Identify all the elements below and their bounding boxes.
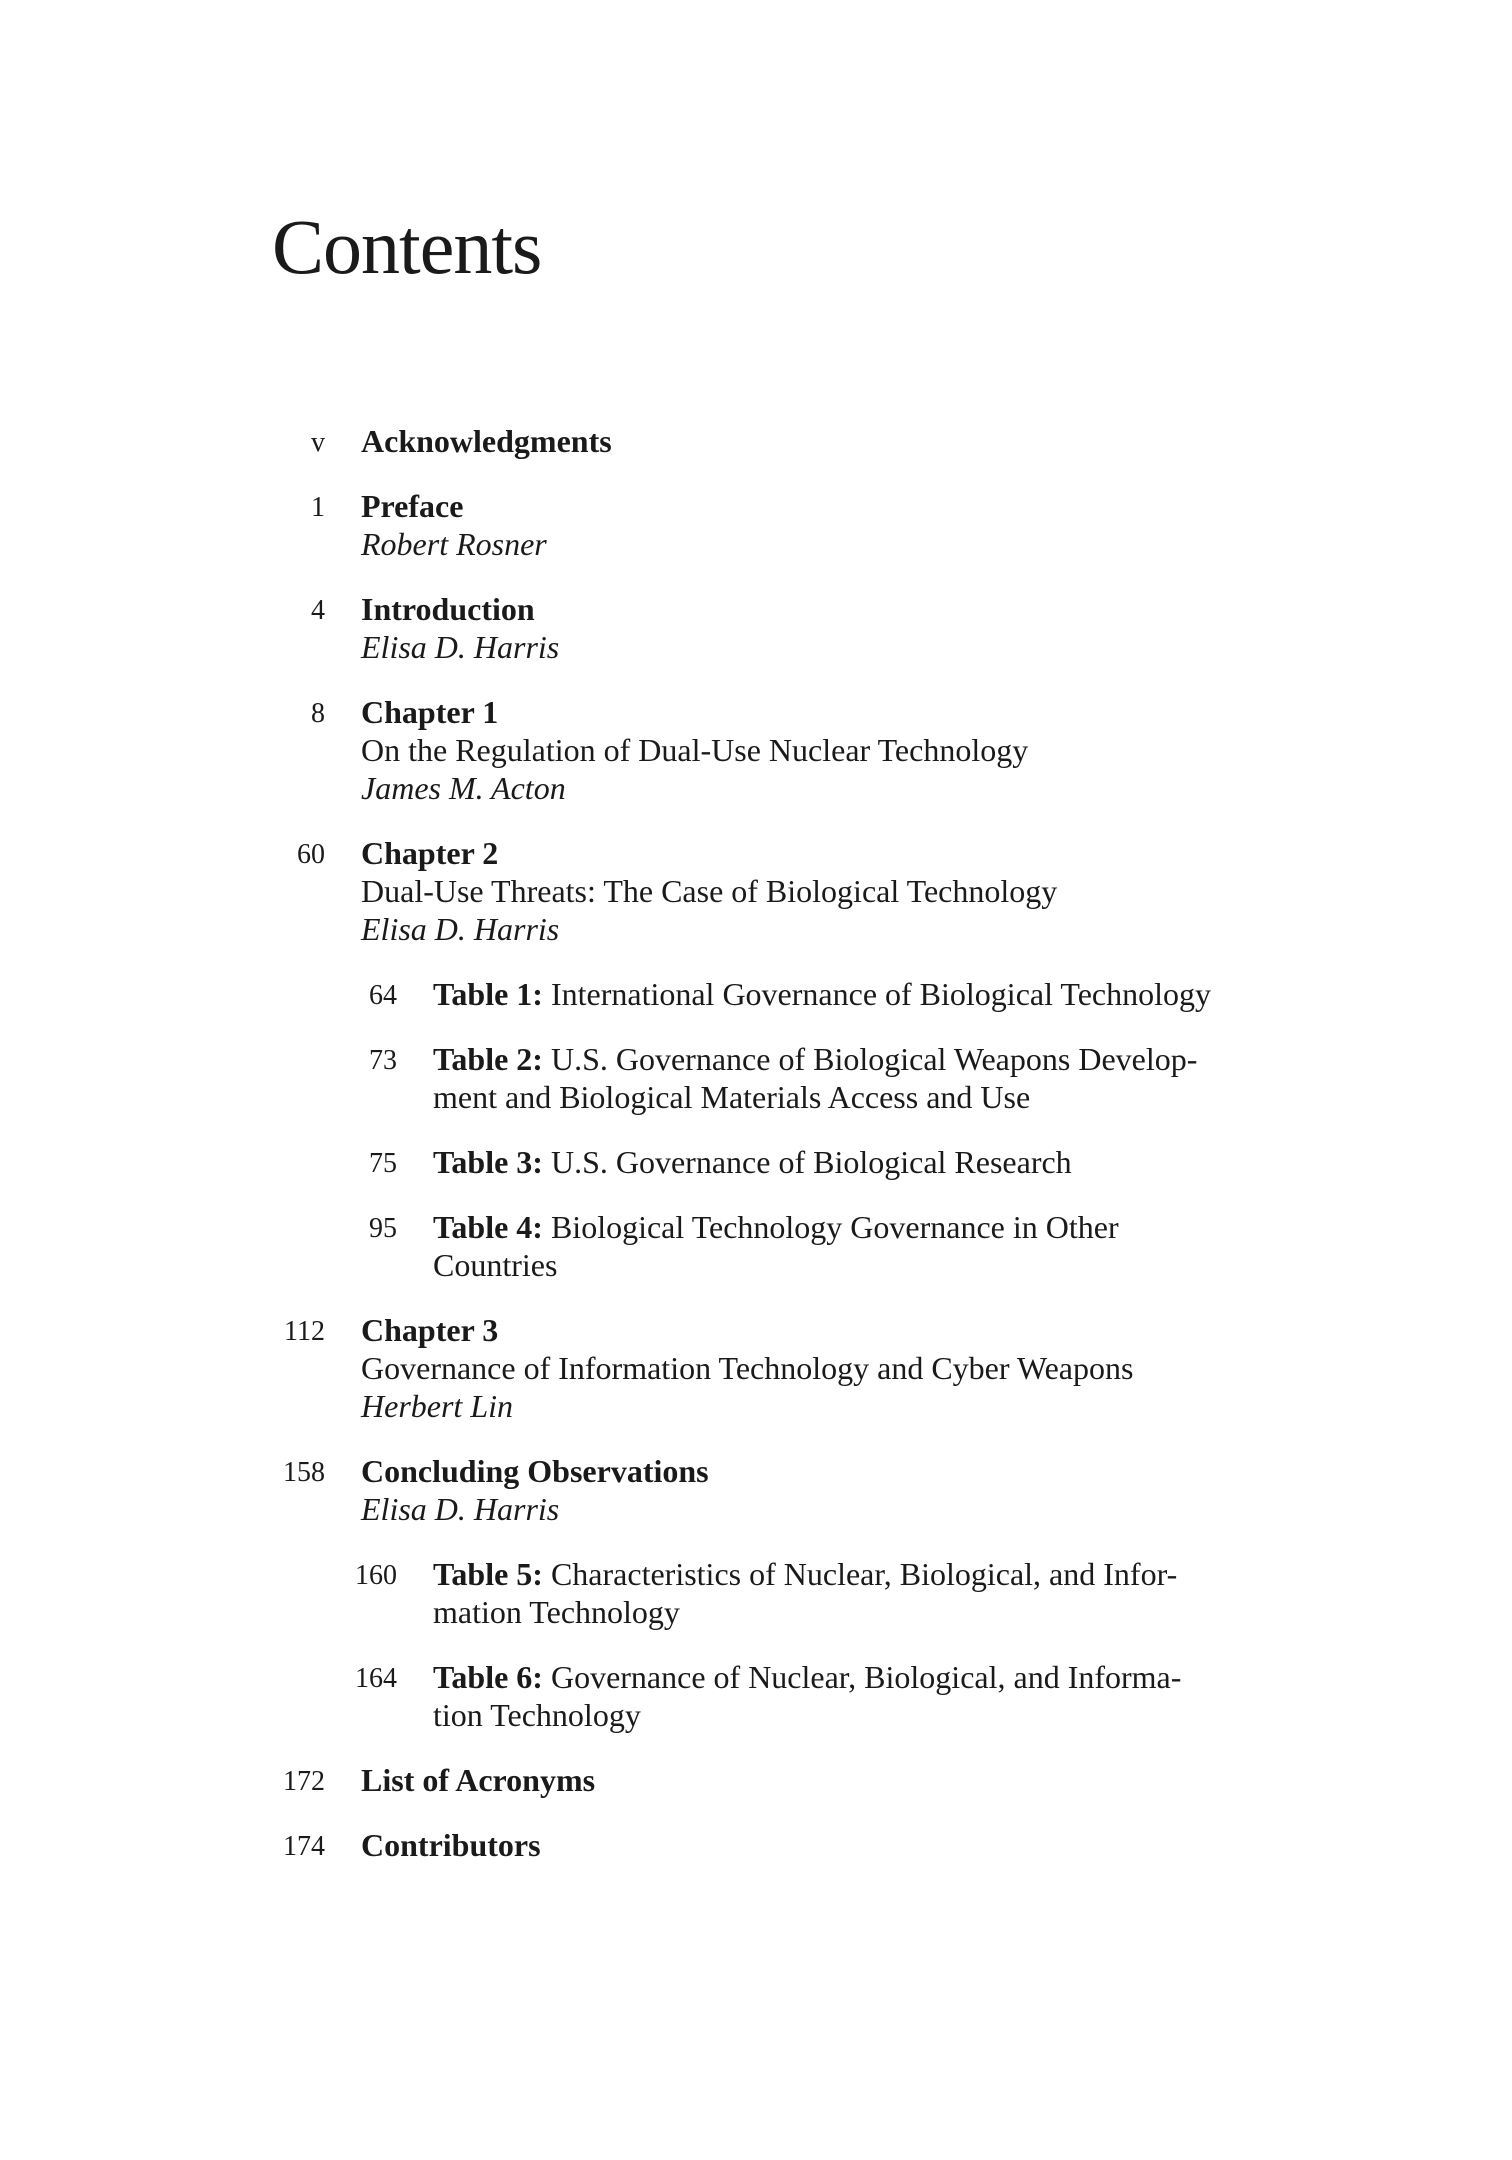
entry-author: Elisa D. Harris xyxy=(361,629,560,665)
page-number: 158 xyxy=(283,1457,325,1488)
entry-subtitle: Governance of Information Technology and Cyber Weapons xyxy=(361,1350,1134,1386)
page-number: 172 xyxy=(283,1766,325,1797)
toc-entry-introduction[interactable] xyxy=(0,590,1512,666)
entry-subtitle: Dual-Use Threats: The Case of Biological Technology xyxy=(361,873,1058,909)
page-number: 75 xyxy=(369,1148,397,1179)
entry-heading: Chapter 1 xyxy=(361,694,499,730)
toc-entry-acknowledgments[interactable] xyxy=(0,422,1512,460)
page-number: v xyxy=(311,427,325,458)
page-number: 60 xyxy=(297,839,325,870)
table-title: U.S. Governance of Biological Weapons Develop- xyxy=(550,1041,1198,1077)
entry-heading: Concluding Observations xyxy=(361,1453,709,1489)
table-label: Table 2: xyxy=(433,1041,543,1077)
page-number: 160 xyxy=(355,1560,397,1591)
table-title: U.S. Governance of Biological Research xyxy=(550,1144,1072,1180)
page-number: 4 xyxy=(311,595,325,626)
toc-entry-list-of-acronyms[interactable] xyxy=(0,1761,1512,1799)
entry-subtitle: On the Regulation of Dual-Use Nuclear Technology xyxy=(361,732,1029,768)
table-title: Characteristics of Nuclear, Biological, and Infor- xyxy=(550,1556,1178,1592)
table-title: Governance of Nuclear, Biological, and Informa- xyxy=(550,1659,1182,1695)
toc-entry-table-4[interactable] xyxy=(0,1208,1512,1284)
entry-heading: Preface xyxy=(361,488,464,524)
table-title-continued: ment and Biological Materials Access and Use xyxy=(433,1079,1031,1115)
toc-entry-table-6[interactable] xyxy=(0,1658,1512,1734)
toc-entry-table-2[interactable] xyxy=(0,1040,1512,1116)
table-title: Biological Technology Governance in Other xyxy=(550,1209,1119,1245)
entry-heading: Chapter 3 xyxy=(361,1312,499,1348)
table-label: Table 1: xyxy=(433,976,543,1012)
table-title-continued: mation Technology xyxy=(433,1594,680,1630)
page-number: 174 xyxy=(283,1831,325,1862)
table-of-contents xyxy=(0,422,1512,1891)
toc-entry-contributors[interactable] xyxy=(0,1826,1512,1864)
toc-entry-chapter-1[interactable] xyxy=(0,693,1512,807)
entry-author: Elisa D. Harris xyxy=(361,911,560,947)
page-number: 164 xyxy=(355,1663,397,1694)
toc-entry-chapter-2[interactable] xyxy=(0,834,1512,948)
entry-heading: Chapter 2 xyxy=(361,835,499,871)
toc-entry-table-3[interactable] xyxy=(0,1143,1512,1181)
page-number: 1 xyxy=(311,492,325,523)
page-number: 95 xyxy=(369,1213,397,1244)
toc-entry-preface[interactable] xyxy=(0,487,1512,563)
table-label: Table 6: xyxy=(433,1659,543,1695)
page-number: 73 xyxy=(369,1045,397,1076)
entry-heading: Contributors xyxy=(361,1827,541,1863)
toc-entry-concluding-observations[interactable] xyxy=(0,1452,1512,1528)
entry-heading: Acknowledgments xyxy=(361,423,612,459)
page-number: 112 xyxy=(284,1316,325,1347)
table-label: Table 5: xyxy=(433,1556,543,1592)
table-label: Table 4: xyxy=(433,1209,543,1245)
toc-entry-chapter-3[interactable] xyxy=(0,1311,1512,1425)
entry-heading: List of Acronyms xyxy=(361,1762,596,1798)
page-number: 8 xyxy=(311,698,325,729)
table-title-continued: tion Technology xyxy=(433,1697,641,1733)
table-title: International Governance of Biological Technology xyxy=(550,976,1212,1012)
page-title: Contents xyxy=(272,203,542,290)
entry-author: Elisa D. Harris xyxy=(361,1491,560,1527)
table-title-continued: Countries xyxy=(433,1247,558,1283)
entry-author: Herbert Lin xyxy=(361,1388,513,1424)
page-number: 64 xyxy=(369,980,397,1011)
toc-entry-table-1[interactable] xyxy=(0,975,1512,1013)
toc-entry-table-5[interactable] xyxy=(0,1555,1512,1631)
entry-author: James M. Acton xyxy=(361,770,566,806)
entry-heading: Introduction xyxy=(361,591,535,627)
entry-author: Robert Rosner xyxy=(361,526,547,562)
table-label: Table 3: xyxy=(433,1144,543,1180)
